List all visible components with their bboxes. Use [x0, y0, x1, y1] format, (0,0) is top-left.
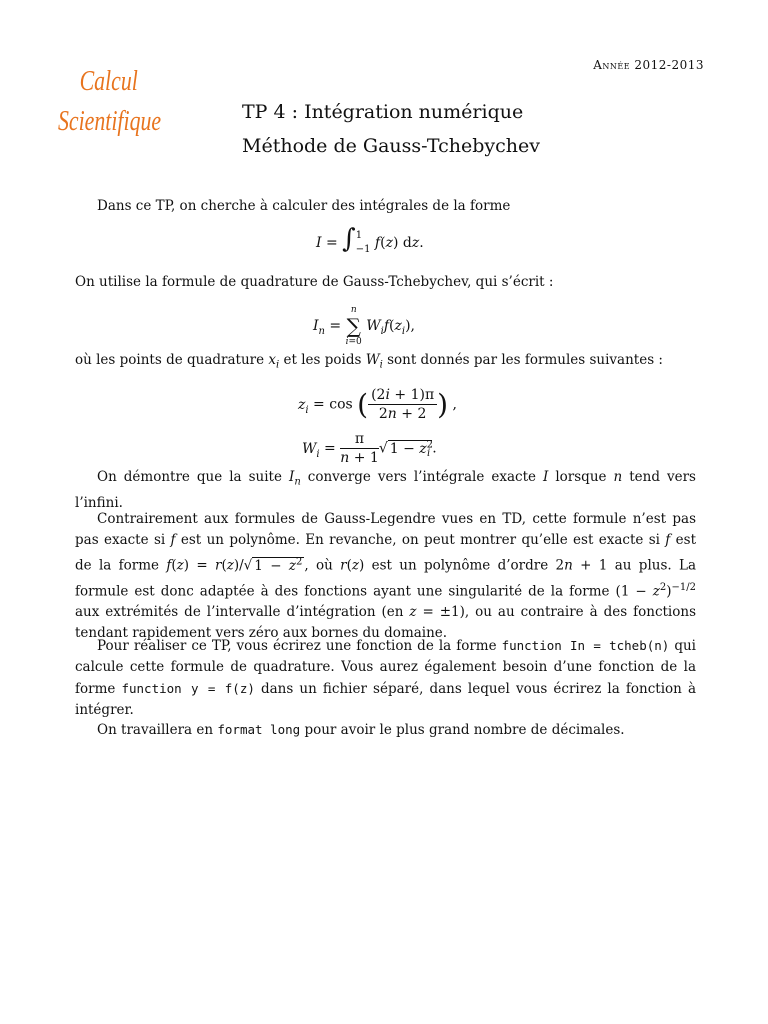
logo-line-2: Scientifique — [58, 106, 162, 137]
integral-equation: I = ∫ 1 −1 f(z) dz. — [316, 224, 424, 255]
course-logo — [58, 62, 162, 142]
quadrature-equation: $I_n$ = n ∑ i=0 $W_if(z_i)$, — [313, 305, 416, 347]
page-subtitle: Méthode de Gauss-Tchebychev — [242, 135, 540, 157]
node-formula: $z_i = \cos$ ( $\frac{(2i + 1)\pi}{2n + 2}$ ) , — [298, 387, 457, 422]
code-function-f: function y = f(z) — [121, 681, 255, 696]
logo-line-1: Calcul — [79, 66, 138, 97]
quadrature-intro: On utilise la formule de quadrature de Gauss-Tchebychev, qui s’écrit : — [75, 274, 554, 290]
page-title: TP 4 : Intégration numérique — [242, 101, 524, 123]
code-function-tcheb: function In = tcheb(n) — [501, 638, 670, 653]
format-paragraph: On travaillera en format long pour avoir le plus grand nombre de décimales. — [97, 722, 625, 738]
weight-formula: $W_i$ = $\frac{\pi}{n + 1}$ √ $1 - z^2_i$ . — [302, 431, 437, 466]
points-paragraph: où les points de quadrature $x_i$ et les poids $W_i$ sont donnés par les formules suivantes : — [75, 352, 663, 371]
contrast-paragraph: Contrairement aux formules de Gauss-Legendre vues en TD, cette formule n’est pas pas exacte si f est un polynôme. En revanche, on peut montrer qu’elle est exacte si f est de la forme f(z) = r(z)/√ $1 - z^2$ , où r(z) est un polynôme d’ordre 2n + 1 au plus. La formule est donc adaptée à des fonctions ayant une singularité de la forme $(1 - z^2)^{-1/2}$ aux extrémités de l’intervalle d’intégration (en z = ±1), ou au contraire à des fonctions tendant rapidement vers zéro aux bornes du domaine. — [75, 511, 697, 641]
intro-paragraph: Dans ce TP, on cherche à calculer des intégrales de la forme — [97, 198, 511, 214]
convergence-paragraph: On démontre que la suite $I_n$ converge vers l’intégrale exacte I lorsque n tend vers l’infini. — [75, 469, 696, 511]
code-format-long: format long — [217, 722, 301, 737]
task-paragraph: Pour réaliser ce TP, vous écrirez une fonction de la forme function In = tcheb(n) qui calcule cette formule de quadrature. Vous aurez également besoin d’une fonction de la forme function y = f(z) dans un fichier séparé, dans lequel vous écrirez la fonction à intégrer. — [75, 638, 696, 718]
year-label: Année 2012-2013 — [593, 58, 704, 72]
